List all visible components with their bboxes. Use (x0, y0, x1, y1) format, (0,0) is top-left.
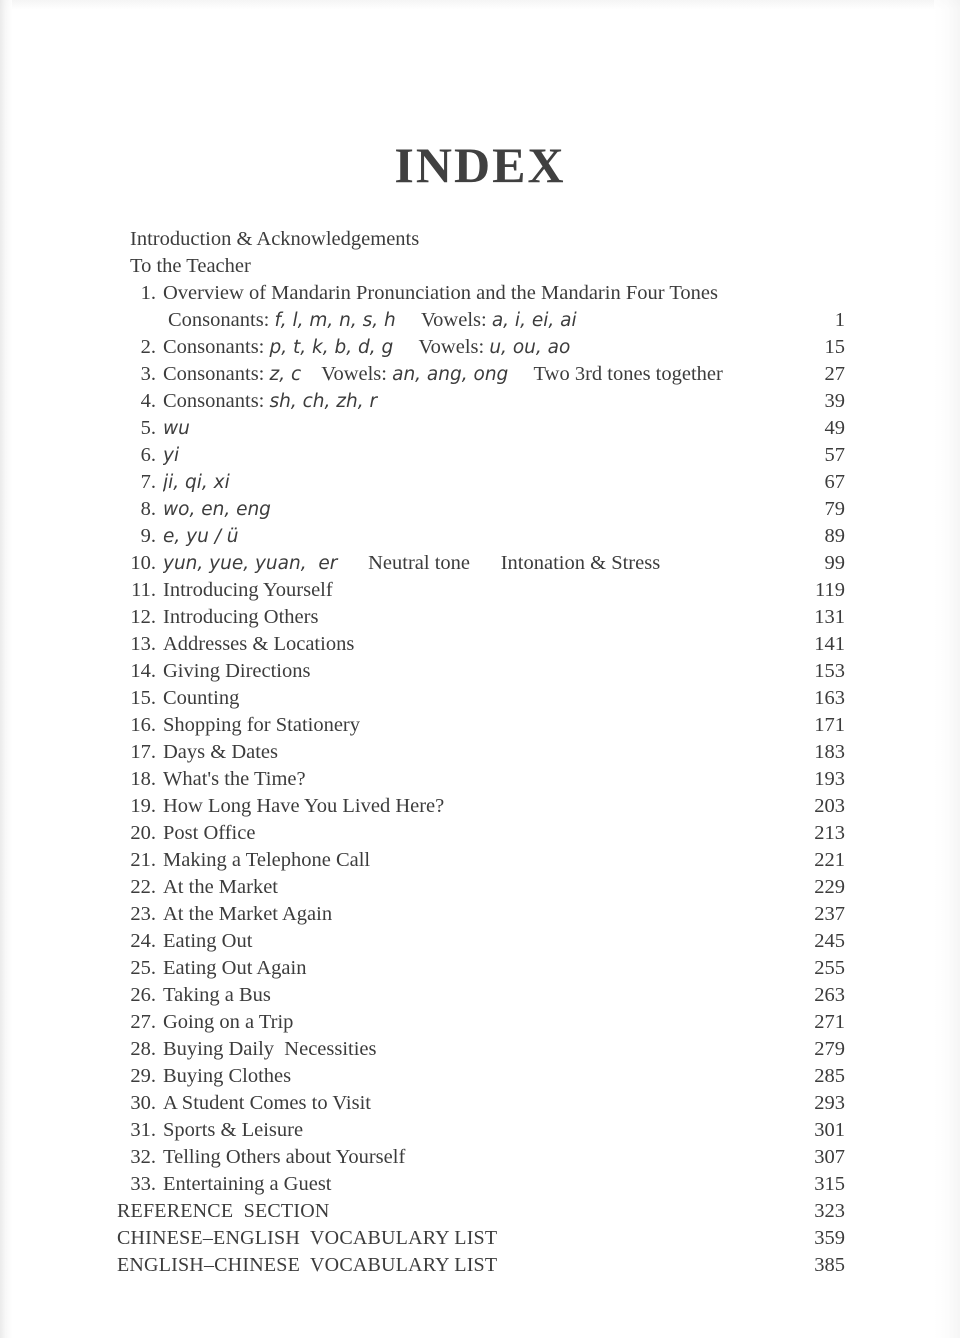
phonetic-italic: e, yu / ü (163, 526, 239, 547)
toc-page-number: 49 (824, 417, 845, 439)
toc-row (0, 685, 960, 712)
toc-entry-number: 21. (130, 849, 156, 871)
toc-entry-number: 33. (130, 1173, 156, 1195)
phonetic-italic: sh, ch, zh, r (269, 391, 378, 412)
toc-page-number: 385 (814, 1254, 845, 1276)
toc-page-number: 323 (814, 1200, 845, 1222)
toc-page-number: 67 (824, 471, 845, 493)
label-text: Neutral tone Intonation & Stress (337, 552, 661, 574)
toc-entry-number: 25. (130, 957, 156, 979)
toc-row (0, 496, 960, 523)
toc-page-number: 153 (814, 660, 845, 682)
toc-row (0, 631, 960, 658)
toc-entry-label[interactable]: Eating Out (163, 930, 253, 952)
label-text: Consonants: (163, 363, 270, 385)
toc-row (0, 982, 960, 1009)
toc-row (0, 1198, 960, 1225)
toc-entry-number: 29. (130, 1065, 156, 1087)
toc-page-number: 79 (824, 498, 845, 520)
toc-entry-number: 27. (130, 1011, 156, 1033)
toc-entry-label[interactable]: Sports & Leisure (163, 1119, 304, 1141)
toc-entry-number: 11. (131, 579, 156, 601)
toc-page-number: 99 (824, 552, 845, 574)
toc-entry-number: 3. (140, 363, 156, 385)
label-text: Vowels: (301, 363, 393, 385)
phonetic-italic: yun, yue, yuan, er (163, 553, 338, 574)
toc-entry-label[interactable]: Going on a Trip (163, 1011, 294, 1033)
toc-entry-number: 18. (130, 768, 156, 790)
toc-page-number: 307 (814, 1146, 845, 1168)
toc-entry-label[interactable]: Entertaining a Guest (163, 1173, 332, 1195)
toc-row (0, 577, 960, 604)
toc-row (0, 604, 960, 631)
label-text: Consonants: (163, 390, 270, 412)
phonetic-italic: u, ou, ao (489, 337, 571, 358)
toc-page-number: 39 (824, 390, 845, 412)
toc-entry-label[interactable]: Post Office (163, 822, 256, 844)
toc-entry-number: 30. (130, 1092, 156, 1114)
toc-entry-label[interactable]: Giving Directions (163, 660, 311, 682)
toc-row (0, 280, 960, 307)
toc-entry-label[interactable]: Overview of Mandarin Pronunciation and the Mandarin Four Tones (163, 282, 718, 304)
toc-entry-label[interactable]: A Student Comes to Visit (163, 1092, 371, 1114)
toc-entry-number: 2. (140, 336, 156, 358)
toc-entry-label[interactable]: Buying Clothes (163, 1065, 292, 1087)
toc-entry-label[interactable]: Eating Out Again (163, 957, 307, 979)
toc-row (0, 1144, 960, 1171)
toc-entry-label[interactable]: How Long Have You Lived Here? (163, 795, 445, 817)
toc-row (0, 766, 960, 793)
toc-page-number: 285 (814, 1065, 845, 1087)
toc-entry-label[interactable]: What's the Time? (163, 768, 306, 790)
toc-entry-label[interactable]: ENGLISH–CHINESE VOCABULARY LIST (117, 1254, 498, 1276)
toc-entry-number: 14. (130, 660, 156, 682)
toc-page-number: 255 (814, 957, 845, 979)
toc-entry-number: 24. (130, 930, 156, 952)
toc-page-number: 315 (814, 1173, 845, 1195)
toc-page-number: 229 (814, 876, 845, 898)
toc-entry-label[interactable]: Days & Dates (163, 741, 279, 763)
toc-row (0, 1063, 960, 1090)
label-text: Two 3rd tones together (508, 363, 723, 385)
toc-row (0, 334, 960, 361)
toc-entry-label[interactable]: At the Market (163, 876, 278, 898)
scan-edge-top (0, 0, 960, 10)
toc-row (0, 1252, 960, 1279)
toc-page-number: 141 (814, 633, 845, 655)
phonetic-italic: wo, en, eng (163, 499, 271, 520)
toc-entry-number: 1. (140, 282, 156, 304)
toc-page-number: 27 (824, 363, 845, 385)
toc-row (0, 1117, 960, 1144)
toc-entry-number: 9. (140, 525, 156, 547)
label-text: Consonants: (168, 309, 275, 331)
toc-entry-label[interactable] (163, 496, 725, 523)
toc-entry-number: 8. (140, 498, 156, 520)
toc-entry-label[interactable] (163, 469, 725, 496)
toc-entry-label[interactable]: Addresses & Locations (163, 633, 355, 655)
toc-page-number: 57 (824, 444, 845, 466)
toc-page-number: 119 (815, 579, 845, 601)
table-of-contents (0, 226, 960, 1279)
toc-entry-label[interactable]: Making a Telephone Call (163, 849, 371, 871)
toc-entry-number: 4. (140, 390, 156, 412)
toc-row (0, 469, 960, 496)
toc-page-number: 131 (814, 606, 845, 628)
toc-row (0, 253, 960, 280)
toc-row (0, 739, 960, 766)
toc-entry-label[interactable]: Shopping for Stationery (163, 714, 361, 736)
toc-entry-label[interactable] (163, 442, 725, 469)
toc-entry-number: 7. (140, 471, 156, 493)
toc-page-number: 89 (824, 525, 845, 547)
toc-entry-label[interactable]: Introducing Yourself (163, 579, 333, 601)
toc-entry-number: 12. (130, 606, 156, 628)
toc-page-number: 163 (814, 687, 845, 709)
toc-entry-number: 6. (140, 444, 156, 466)
toc-row (0, 901, 960, 928)
toc-entry-label[interactable] (163, 388, 725, 415)
toc-row (0, 415, 960, 442)
toc-entry-label[interactable] (163, 334, 725, 361)
toc-entry-number: 19. (130, 795, 156, 817)
phonetic-italic: p, t, k, b, d, g (269, 337, 394, 358)
toc-page-number: 193 (814, 768, 845, 790)
toc-page-number: 271 (814, 1011, 845, 1033)
toc-entry-label[interactable] (163, 523, 725, 550)
toc-page-number: 221 (814, 849, 845, 871)
toc-row (0, 1225, 960, 1252)
toc-page-number: 293 (814, 1092, 845, 1114)
toc-entry-label[interactable]: Introducing Others (163, 606, 319, 628)
toc-page-number: 245 (814, 930, 845, 952)
toc-entry-label[interactable]: Telling Others about Yourself (163, 1146, 406, 1168)
toc-row (0, 307, 960, 334)
toc-row (0, 1090, 960, 1117)
phonetic-italic: z, c (269, 364, 302, 385)
toc-row (0, 1036, 960, 1063)
toc-row (0, 388, 960, 415)
toc-row (0, 793, 960, 820)
toc-entry-number: 26. (130, 984, 156, 1006)
toc-entry-label[interactable] (163, 415, 725, 442)
toc-page-number: 171 (814, 714, 845, 736)
toc-row (0, 1171, 960, 1198)
toc-row (0, 658, 960, 685)
toc-entry-number: 17. (130, 741, 156, 763)
toc-page-number: 359 (814, 1227, 845, 1249)
toc-row (0, 820, 960, 847)
toc-row (0, 550, 960, 577)
phonetic-italic: an, ang, ong (392, 364, 509, 385)
toc-page-number: 301 (814, 1119, 845, 1141)
toc-page-number: 203 (814, 795, 845, 817)
toc-row (0, 847, 960, 874)
toc-row (0, 1009, 960, 1036)
toc-entry-label[interactable] (168, 307, 725, 334)
toc-entry-label[interactable]: CHINESE–ENGLISH VOCABULARY LIST (117, 1227, 498, 1249)
toc-entry-label[interactable] (163, 550, 725, 577)
toc-entry-number: 32. (130, 1146, 156, 1168)
toc-page-number: 213 (814, 822, 845, 844)
toc-entry-number: 10. (130, 552, 156, 574)
toc-row (0, 361, 960, 388)
toc-entry-label[interactable]: Introduction & Acknowledgements (130, 228, 420, 250)
toc-page-number: 279 (814, 1038, 845, 1060)
toc-page-number: 263 (814, 984, 845, 1006)
toc-row (0, 928, 960, 955)
toc-entry-label[interactable]: Taking a Bus (163, 984, 271, 1006)
toc-row (0, 523, 960, 550)
label-text: Vowels: (395, 309, 492, 331)
toc-entry-number: 22. (130, 876, 156, 898)
toc-entry-label[interactable]: Counting (163, 687, 240, 709)
toc-page-number: 15 (824, 336, 845, 358)
toc-row (0, 712, 960, 739)
toc-entry-label[interactable]: To the Teacher (130, 255, 251, 277)
toc-page-number: 1 (834, 309, 845, 331)
toc-entry-number: 13. (130, 633, 156, 655)
toc-entry-number: 31. (130, 1119, 156, 1141)
toc-entry-number: 16. (130, 714, 156, 736)
label-text: Consonants: (163, 336, 270, 358)
label-text: Vowels: (393, 336, 490, 358)
toc-row (0, 955, 960, 982)
toc-row (0, 874, 960, 901)
toc-row (0, 442, 960, 469)
phonetic-italic: ji, qi, xi (163, 472, 230, 493)
page-title: INDEX (394, 137, 566, 193)
phonetic-italic: wu (163, 418, 190, 439)
toc-entry-number: 23. (130, 903, 156, 925)
toc-page-number: 237 (814, 903, 845, 925)
toc-entry-number: 5. (140, 417, 156, 439)
toc-entry-label[interactable]: At the Market Again (163, 903, 333, 925)
toc-page-number: 183 (814, 741, 845, 763)
phonetic-italic: f, l, m, n, s, h (274, 310, 396, 331)
toc-entry-label[interactable] (163, 361, 725, 388)
phonetic-italic: yi (163, 445, 180, 466)
phonetic-italic: a, i, ei, ai (491, 310, 577, 331)
toc-entry-number: 15. (130, 687, 156, 709)
toc-entry-number: 20. (130, 822, 156, 844)
toc-entry-label[interactable]: REFERENCE SECTION (117, 1200, 330, 1222)
toc-row (0, 226, 960, 253)
toc-entry-number: 28. (130, 1038, 156, 1060)
toc-entry-label[interactable]: Buying Daily Necessities (163, 1038, 377, 1060)
